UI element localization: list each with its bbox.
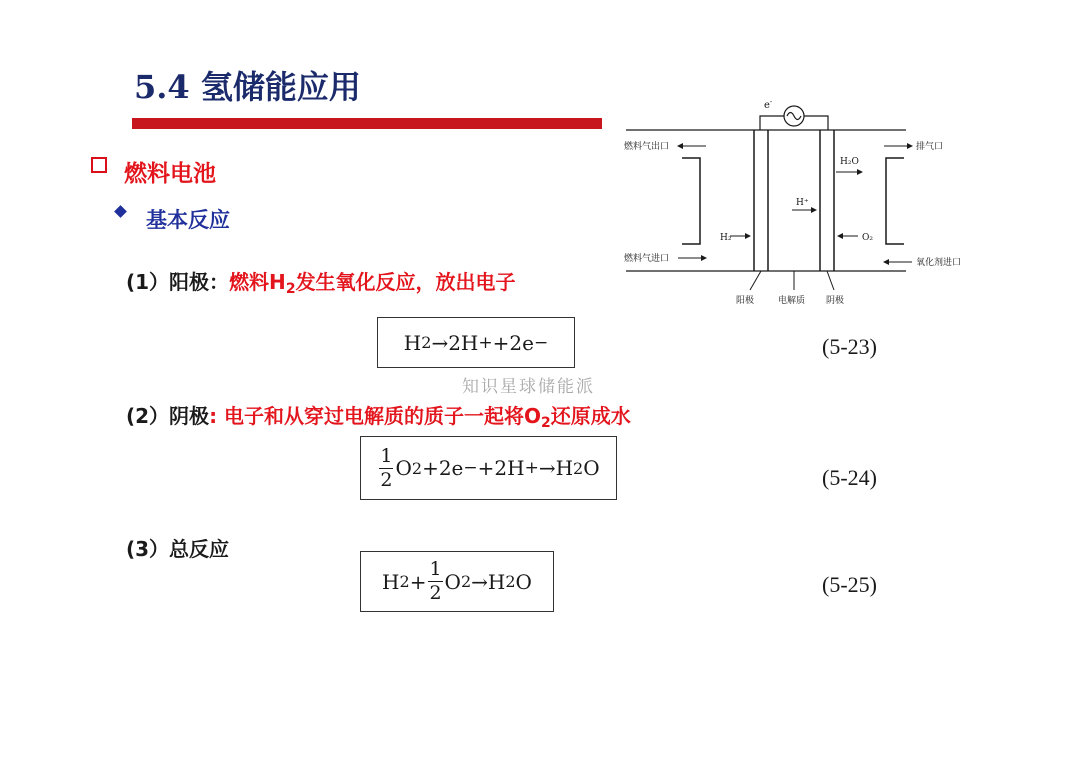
fuel-cell-diagram <box>618 96 968 312</box>
equation-5-25: H 2 + $\frac{1}{2}$ O 2 →H 2 O <box>360 551 554 612</box>
anode-label: 阳极 <box>736 296 755 306</box>
fuel-outlet-label: 燃料气出口 <box>624 142 670 152</box>
equation-5-23: H 2 →2H + +2e − <box>377 317 575 368</box>
electron-label: e- <box>764 98 773 111</box>
equation-number: (5-25) <box>822 572 877 597</box>
o2-label: O₂ <box>862 233 873 243</box>
square-bullet-icon <box>91 157 107 173</box>
step-overall-label: (3）总反应 <box>126 537 230 561</box>
cathode-label: 阴极 <box>826 296 845 306</box>
subsection-title: 基本反应 <box>146 208 230 232</box>
equation-5-24: $\frac{1}{2}$ O 2 +2e − +2H + →H 2 O <box>360 436 617 500</box>
equation-number: (5-24) <box>822 465 877 490</box>
proton-label: H⁺ <box>796 198 809 208</box>
water-label: H₂O <box>840 157 859 167</box>
h2-label: H₂ <box>720 233 732 243</box>
oxidant-inlet-label: 氧化剂进口 <box>916 258 962 268</box>
step-cathode <box>126 400 631 431</box>
step-anode-text: 燃料$H_2$发生氧化反应，放出电子 <box>229 270 516 297</box>
electrolyte-label: 电解质 <box>778 296 806 306</box>
title-underline <box>132 118 602 129</box>
step-cathode-label: (2）阴极 <box>126 404 210 428</box>
watermark: 知识星球储能派 <box>462 377 595 397</box>
section-title: 燃料电池 <box>124 161 216 187</box>
page-title: 5.4 氢储能应用 <box>134 68 361 106</box>
step-overall <box>126 533 229 562</box>
equation-number: (5-23) <box>822 334 877 359</box>
exhaust-label: 排气口 <box>916 142 944 152</box>
step-anode-label: (1）阳极： <box>126 270 230 294</box>
diamond-bullet-icon <box>114 205 127 218</box>
step-cathode-text: : 电子和从穿过电解质的质子一起将$O_2$还原成水 <box>209 404 631 431</box>
step-anode <box>126 266 516 297</box>
fuel-inlet-label: 燃料气进口 <box>624 254 670 264</box>
